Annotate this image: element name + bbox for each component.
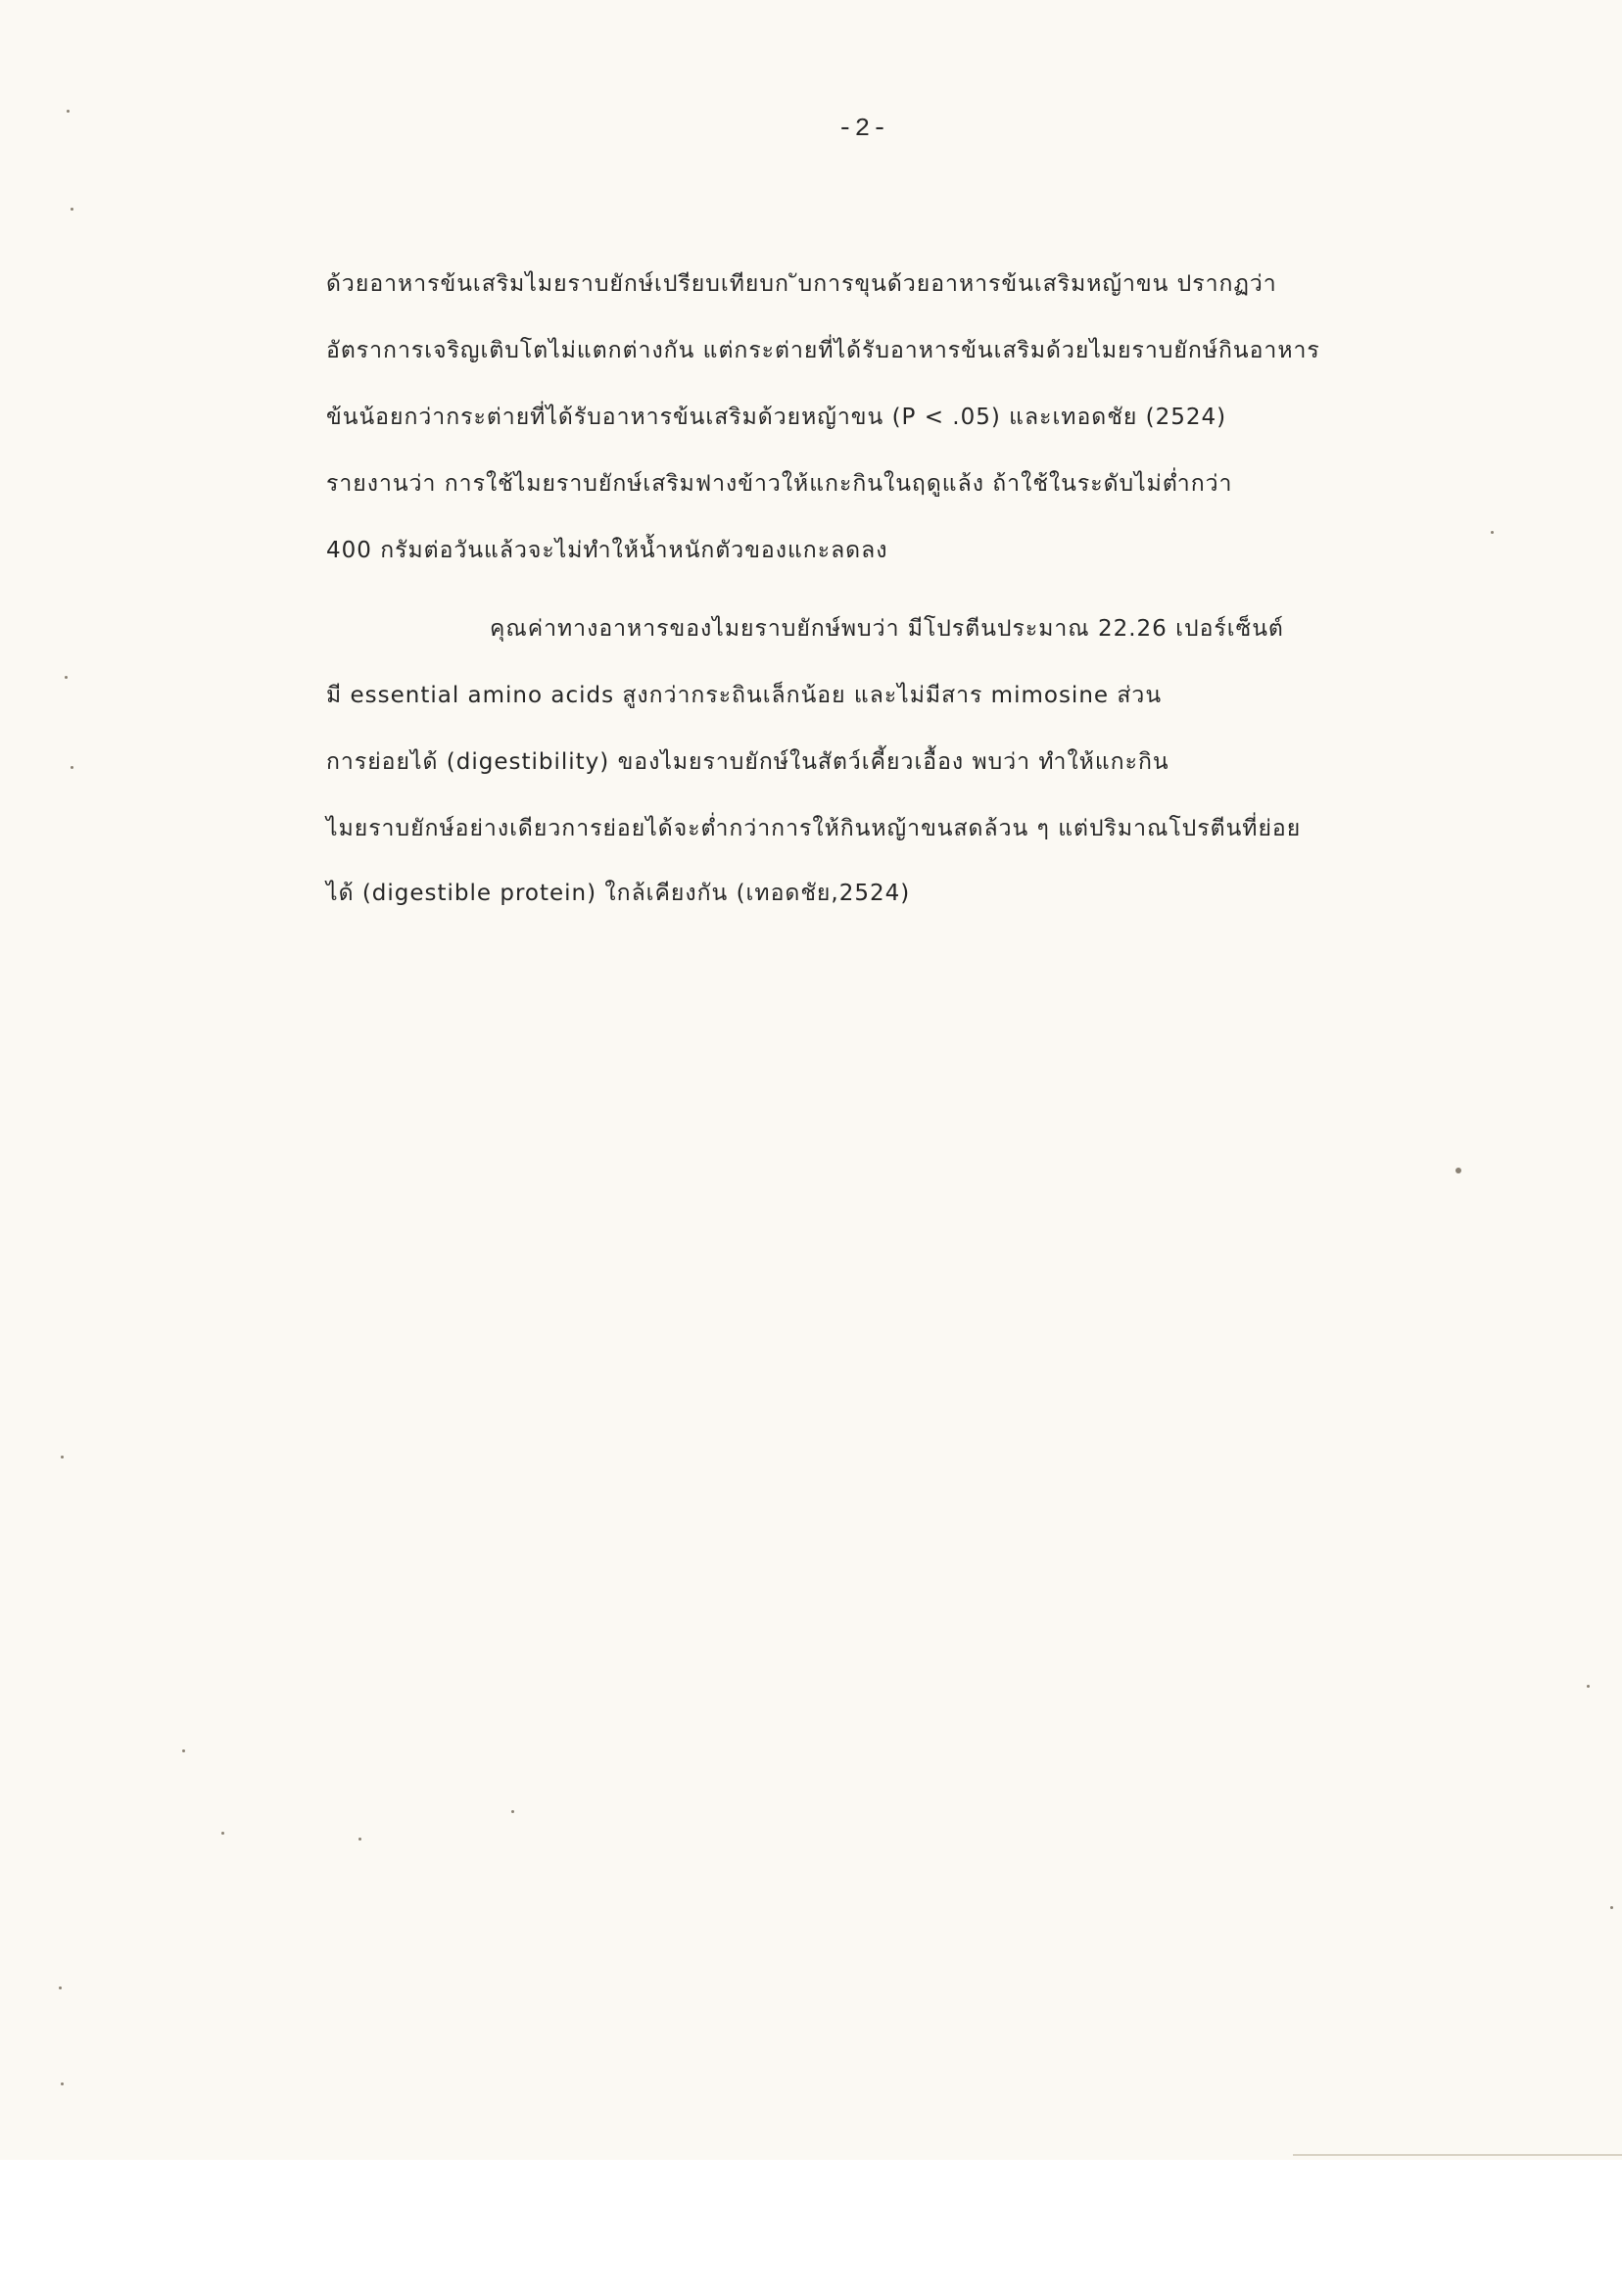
scan-speck xyxy=(1455,1168,1461,1173)
paragraph-line: อัตราการเจริญเติบโตไม่แตกต่างกัน แต่กระต่ายที่ได้รับอาหารข้นเสริมด้วยไมยราบยักษ์กินอาหาร xyxy=(326,338,1320,363)
scan-speck xyxy=(61,1456,64,1459)
scan-speck xyxy=(71,208,73,211)
scan-speck xyxy=(182,1749,185,1752)
paragraph-line: ด้วยอาหารข้นเสริมไมยราบยักษ์เปรียบเทียบก ับการขุนด้วยอาหารข้นเสริมหญ้าขน ปรากฏว่า xyxy=(326,271,1277,297)
scan-speck xyxy=(1587,1685,1590,1688)
paragraph-line: ไมยราบยักษ์อย่างเดียวการย่อยได้จะต่ำกว่าการให้กินหญ้าขนสดล้วน ๆ แต่ปริมาณโปรตีนที่ย่อย xyxy=(326,816,1302,841)
paragraph-line: การย่อยได้ (digestibility) ของไมยราบยักษ์ในสัตว์เคี้ยวเอื้อง พบว่า ทำให้แกะกิน xyxy=(326,749,1169,775)
page-edge-shadow xyxy=(1293,2154,1622,2156)
paragraph-line: ได้ (digestible protein) ใกล้เคียงกัน (เทอดชัย,2524) xyxy=(326,881,911,906)
scan-speck xyxy=(61,2082,64,2085)
scan-speck xyxy=(221,1832,224,1835)
scan-speck xyxy=(1491,531,1494,534)
scan-speck xyxy=(358,1838,361,1841)
scan-speck xyxy=(511,1810,514,1813)
scan-speck xyxy=(67,110,70,113)
scan-speck xyxy=(65,676,68,679)
scan-speck xyxy=(1610,1906,1613,1909)
paragraph-line: ข้นน้อยกว่ากระต่ายที่ได้รับอาหารข้นเสริมด้วยหญ้าขน (P < .05) และเทอดชัย (2524) xyxy=(326,405,1227,430)
scan-speck xyxy=(71,766,73,769)
paragraph-line: มี essential amino acids สูงกว่ากระถินเล็กน้อย และไม่มีสาร mimosine ส่วน xyxy=(326,683,1163,708)
page-number: -2- xyxy=(837,114,889,143)
scan-speck xyxy=(59,1986,62,1989)
paragraph-line: รายงานว่า การใช้ไมยราบยักษ์เสริมฟางข้าวให้แกะกินในฤดูแล้ง ถ้าใช้ในระดับไม่ต่ำกว่า xyxy=(326,471,1233,497)
paragraph-line: 400 กรัมต่อวันแล้วจะไม่ทำให้น้ำหนักตัวของแกะลดลง xyxy=(326,538,888,563)
paragraph-line: คุณค่าทางอาหารของไมยราบยักษ์พบว่า มีโปรตีนประมาณ 22.26 เปอร์เซ็นต์ xyxy=(490,616,1284,642)
